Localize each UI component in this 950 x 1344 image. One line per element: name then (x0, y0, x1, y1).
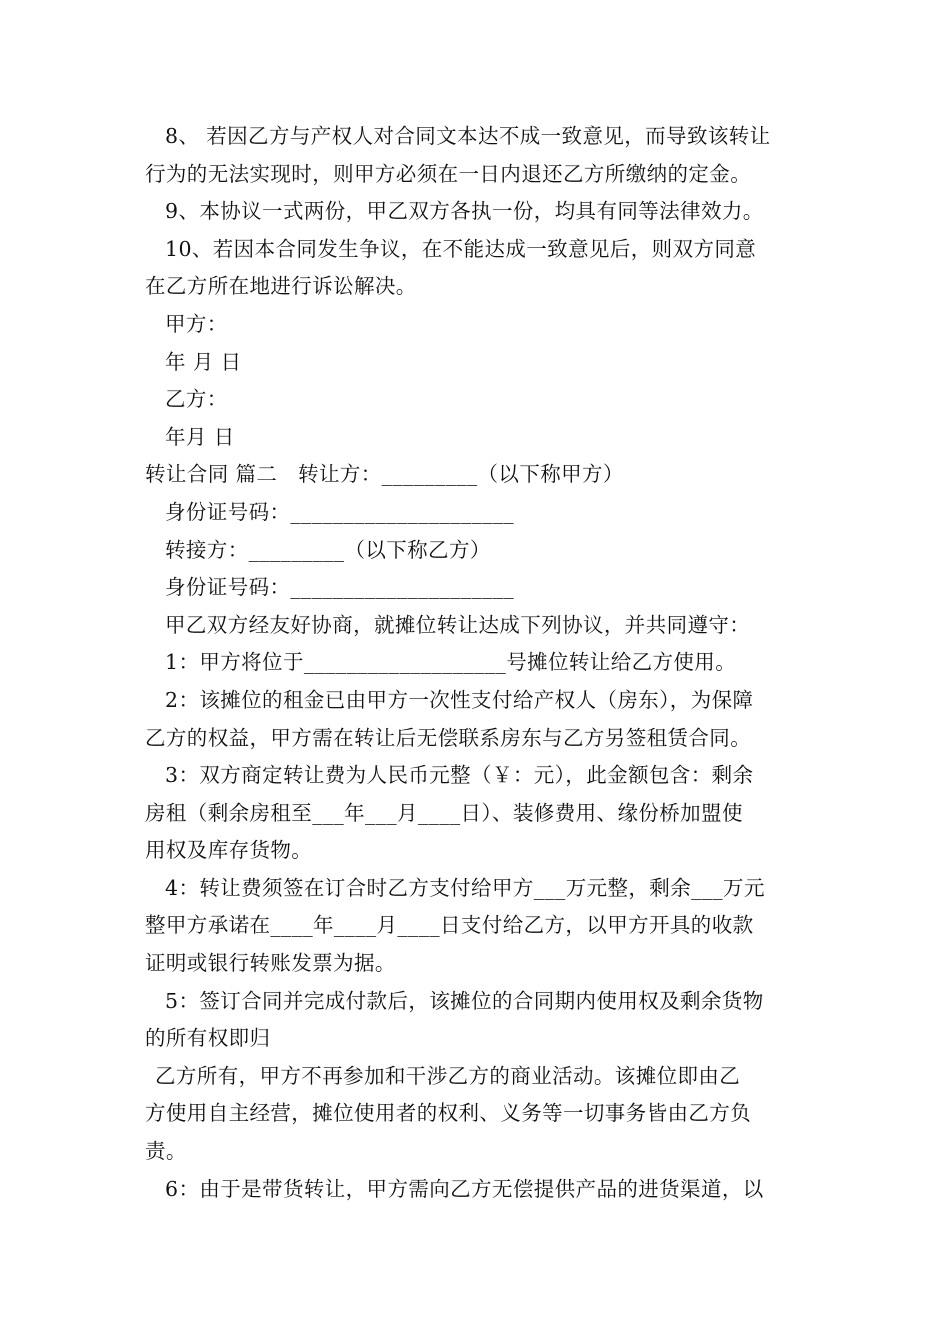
text-line: 用权及库存货物。 (145, 838, 313, 863)
text-line: 5：签订合同并完成付款后，该摊位的合同期内使用权及剩余货物 (165, 988, 764, 1013)
text-line: 方使用自主经营，摊位使用者的权利、义务等一切事务皆由乙方负 (145, 1101, 752, 1126)
text-line: 在乙方所在地进行诉讼解决。 (145, 274, 417, 299)
text-line: 3：双方商定转让费为人民币元整（￥：元），此金额包含：剩余 (165, 763, 754, 788)
text-line: 证明或银行转账发票为据。 (145, 951, 396, 976)
text-line: 责。 (145, 1139, 187, 1164)
text-line: 2：该摊位的租金已由甲方一次性支付给产权人（房东），为保障 (165, 687, 754, 712)
text-line: 6：由于是带货转让，甲方需向乙方无偿提供产品的进货渠道，以 (165, 1176, 764, 1201)
text-line: 年月 日 (165, 424, 235, 449)
text-line: 整甲方承诺在____年____月____日支付给乙方，以甲方开具的收款 (145, 913, 754, 938)
text-line: 10、若因本合同发生争议，在不能达成一致意见后，则双方同意 (165, 236, 757, 261)
text-line: 年 月 日 (165, 349, 242, 374)
text-line: 乙方的权益，甲方需在转让后无偿联系房东与乙方另签租赁合同。 (145, 725, 752, 750)
text-line: 身份证号码：_____________________ (165, 499, 515, 524)
text-line: 1：甲方将位于___________________号摊位转让给乙方使用。 (165, 650, 737, 675)
text-line: 转让合同 篇二 转让方：_________（以下称甲方） (145, 462, 624, 487)
document-body (145, 118, 810, 1208)
text-line: 乙方所有，甲方不再参加和干涉乙方的商业活动。该摊位即由乙 (155, 1063, 741, 1088)
text-line: 的所有权即归 (145, 1026, 271, 1051)
text-line: 房租（剩余房租至___年___月____日）、装修费用、缘份桥加盟使 (145, 800, 743, 825)
text-line: 甲乙双方经友好协商，就摊位转让达成下列协议，并共同遵守： (165, 612, 751, 637)
text-line: 转接方：_________（以下称乙方） (165, 537, 491, 562)
text-line: 乙方： (165, 387, 228, 412)
text-line: 4：转让费须签在订合时乙方支付给甲方___万元整，剩余___万元 (165, 875, 765, 900)
text-line: 9、本协议一式两份，甲乙双方各执一份，均具有同等法律效力。 (165, 199, 764, 224)
text-line: 身份证号码：_____________________ (165, 575, 515, 600)
text-line: 8、 若因乙方与产权人对合同文本达不成一致意见，而导致该转让 (165, 124, 771, 148)
text-line: 行为的无法实现时，则甲方必须在一日内退还乙方所缴纳的定金。 (145, 161, 752, 186)
text-line: 甲方： (165, 311, 228, 336)
